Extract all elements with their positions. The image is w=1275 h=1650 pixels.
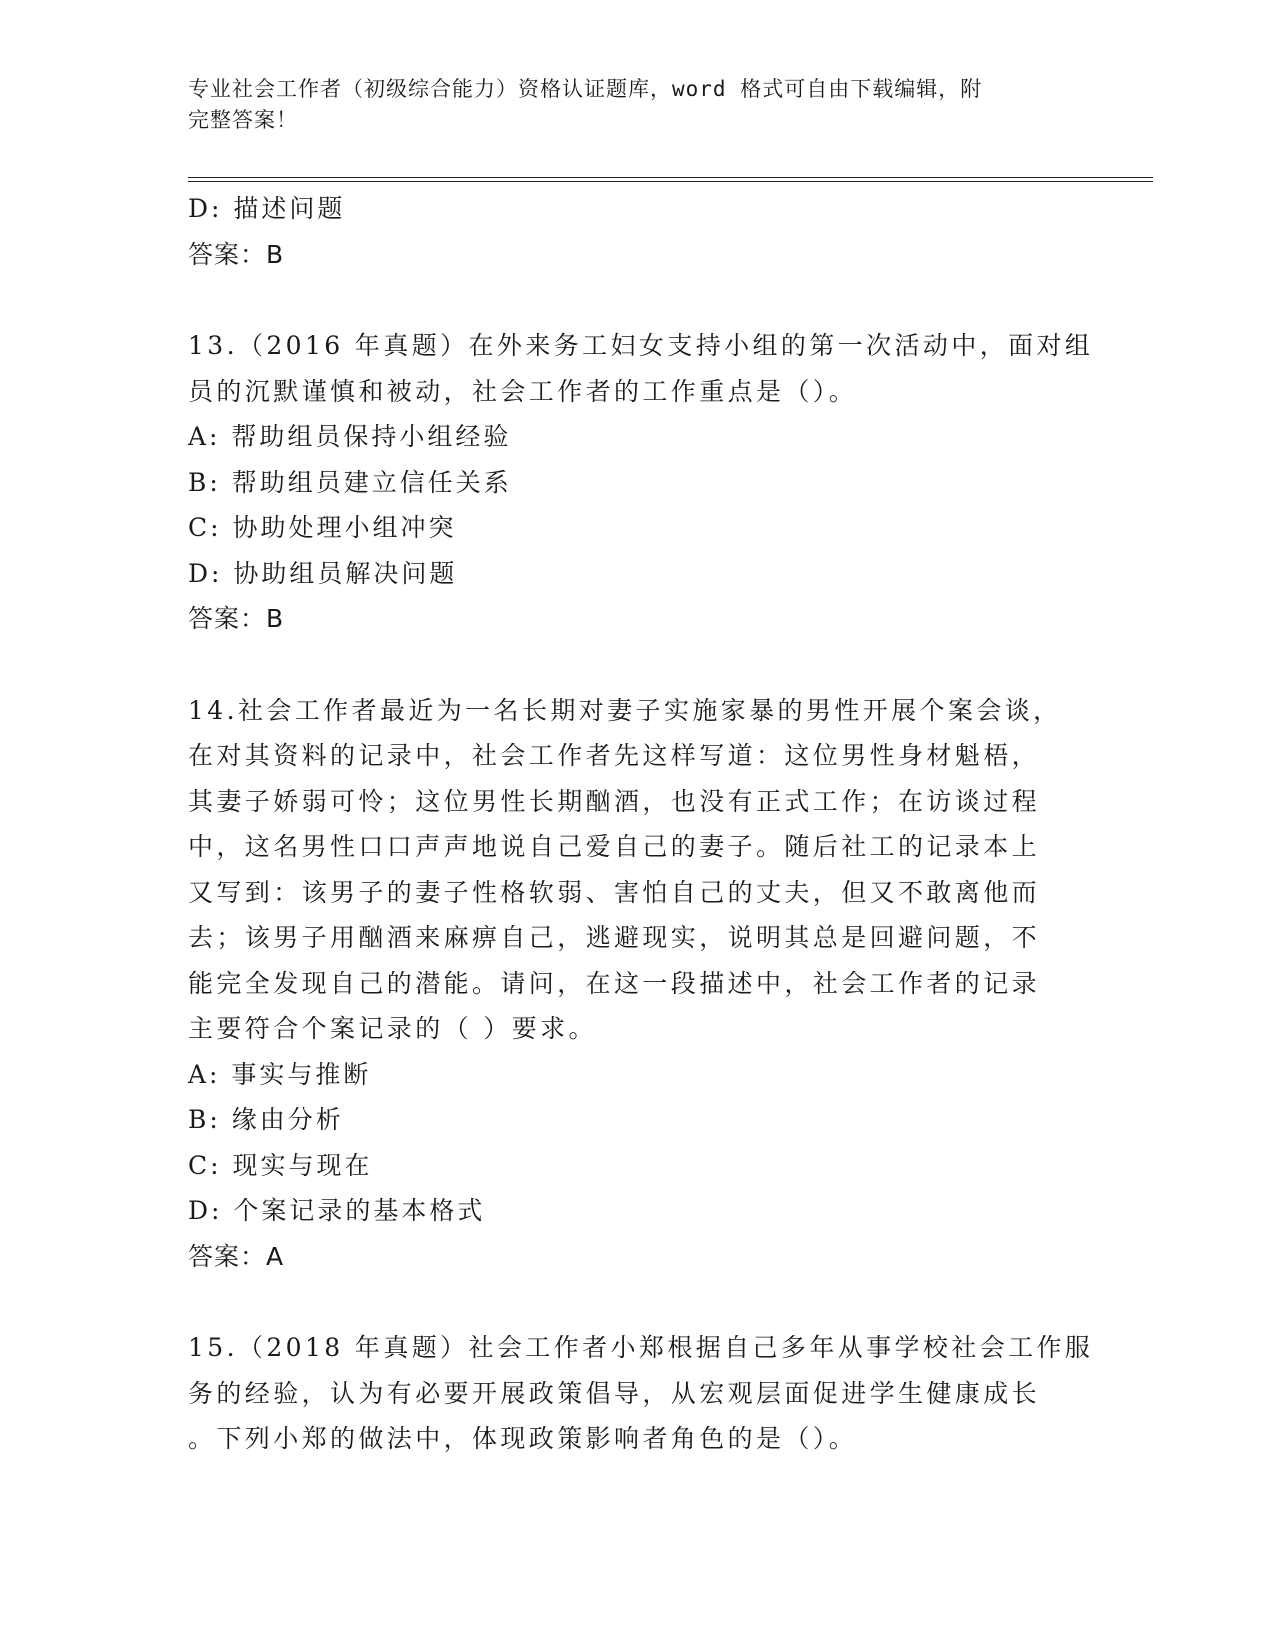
spacer — [188, 1279, 1088, 1325]
spacer — [188, 277, 1088, 323]
stem-line: 务的经验，认为有必要开展政策倡导，从宏观层面促进学生健康成长 — [188, 1378, 1041, 1408]
stem-line: 能完全发现自己的潜能。请问，在这一段描述中，社会工作者的记录 — [188, 968, 1041, 998]
document-body — [188, 186, 1094, 1462]
option-d: D: 协助组员解决问题 — [188, 558, 458, 588]
stem-line: 14.社会工作者最近为一名长期对妻子实施家暴的男性开展个案会谈， — [188, 695, 1062, 725]
previous-question-tail — [188, 186, 1088, 277]
option-c: C: 协助处理小组冲突 — [188, 513, 457, 542]
question-13 — [188, 323, 1094, 642]
question-15 — [188, 1325, 1094, 1462]
option-d: D: 描述问题 — [188, 194, 346, 223]
stem-line: 在对其资料的记录中，社会工作者先这样写道：这位男性身材魁梧， — [188, 741, 1041, 770]
header-divider — [188, 177, 1153, 182]
option-b: B: 缘由分析 — [188, 1105, 344, 1134]
option-c: C: 现实与现在 — [188, 1150, 373, 1180]
stem-line: 去；该男子用酗酒来麻痹自己，逃避现实，说明其总是回避问题，不 — [188, 923, 1041, 952]
option-b: B: 帮助组员建立信任关系 — [188, 467, 512, 497]
stem-line: 13.（2016 年真题）在外来务工妇女支持小组的第一次活动中，面对组 — [188, 331, 1094, 360]
header-line-1: 专业社会工作者（初级综合能力）资格认证题库，word 格式可自由下载编辑，附 — [188, 77, 983, 101]
answer: 答案：B — [188, 239, 285, 269]
answer: 答案：A — [188, 1241, 285, 1271]
question-stem — [188, 1325, 1094, 1462]
stem-line: 。下列小郑的做法中，体现政策影响者角色的是（）。 — [188, 1424, 858, 1453]
question-14 — [188, 688, 1088, 1280]
answer: 答案：B — [188, 604, 285, 633]
option-a: A: 帮助组员保持小组经验 — [188, 422, 512, 451]
stem-line: 又写到：该男子的妻子性格软弱、害怕自己的丈夫，但又不敢离他而 — [188, 877, 1041, 907]
question-stem — [188, 688, 1088, 1052]
stem-line: 员的沉默谨慎和被动，社会工作者的工作重点是（）。 — [188, 376, 858, 406]
stem-line: 主要符合个案记录的（ ）要求。 — [188, 1014, 597, 1043]
question-stem — [188, 323, 1094, 414]
option-a: A: 事实与推断 — [188, 1059, 372, 1089]
stem-line: 其妻子娇弱可怜；这位男性长期酗酒，也没有正式工作；在访谈过程 — [188, 786, 1041, 816]
option-d: D: 个案记录的基本格式 — [188, 1196, 486, 1225]
page-header — [188, 74, 1078, 136]
header-line-2: 完整答案！ — [188, 108, 298, 132]
stem-line: 15.（2018 年真题）社会工作者小郑根据自己多年从事学校社会工作服 — [188, 1333, 1094, 1362]
spacer — [188, 642, 1088, 688]
stem-line: 中，这名男性口口声声地说自己爱自己的妻子。随后社工的记录本上 — [188, 832, 1041, 861]
